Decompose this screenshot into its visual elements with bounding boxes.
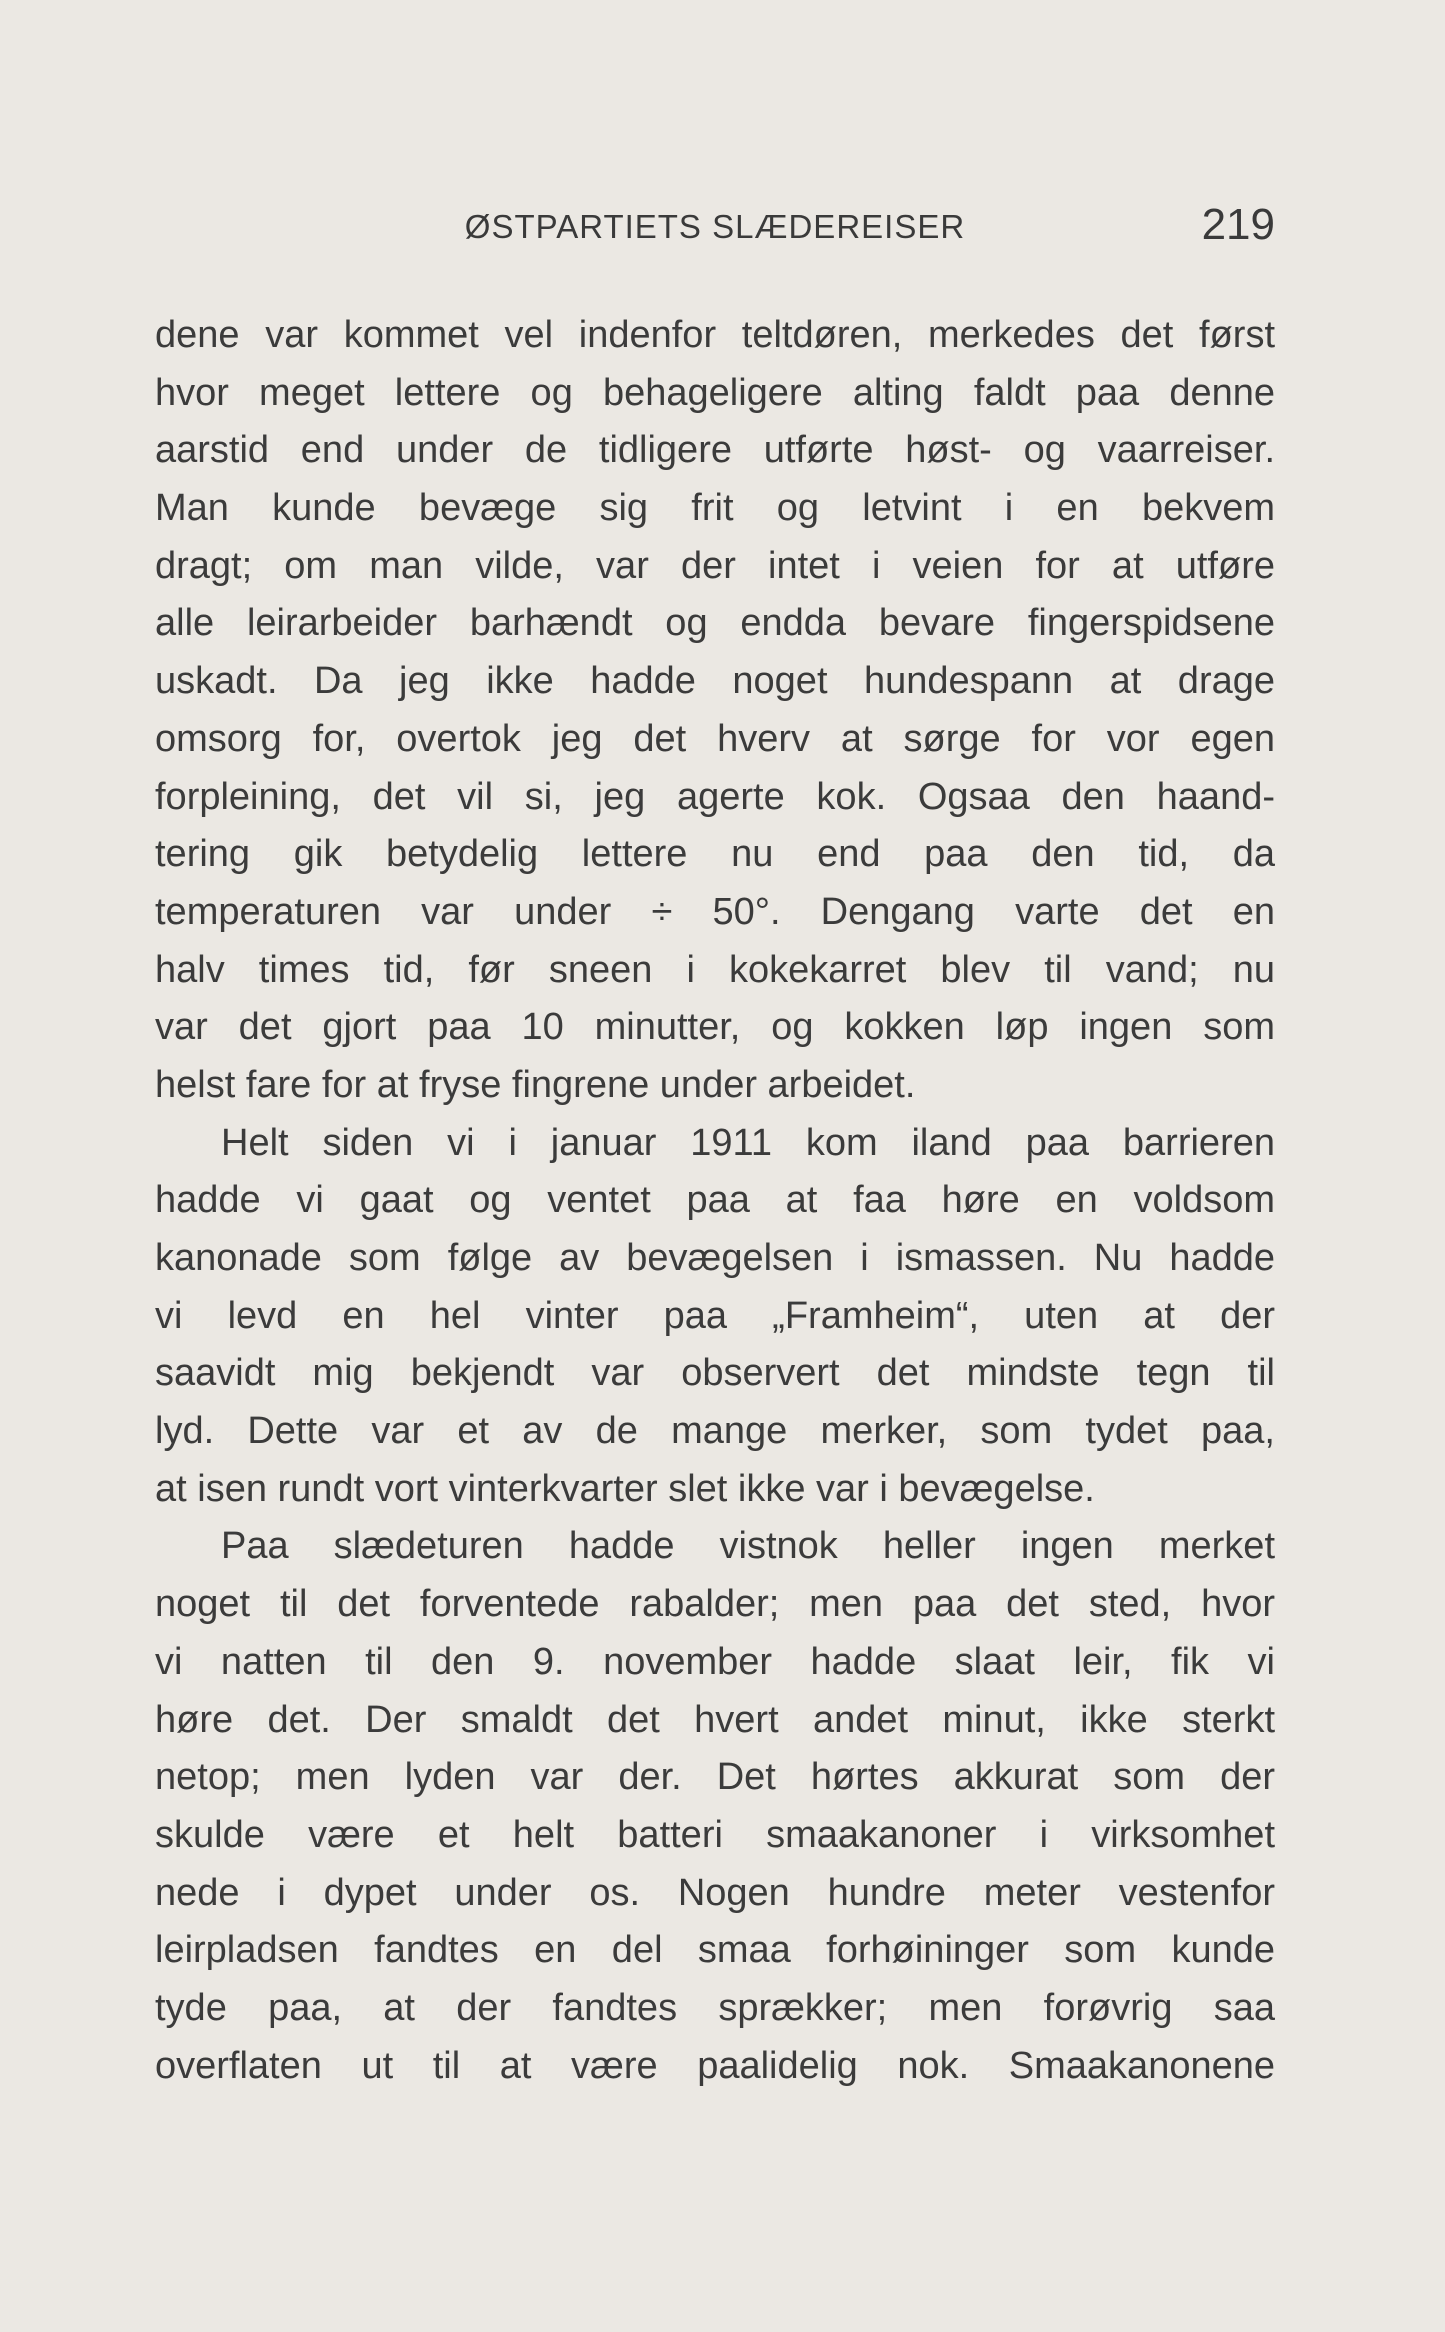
- page-number: 219: [1201, 200, 1275, 249]
- text-line: høre det. Der smaldt det hvert andet minut, ikke sterkt: [155, 1698, 1275, 1741]
- text-line: hadde vi gaat og ventet paa at faa høre en voldsom: [155, 1179, 1275, 1222]
- text-line: temperaturen var under ÷ 50°. Dengang varte det en: [155, 890, 1275, 933]
- text-line: lyd. Dette var et av de mange merker, som tydet paa,: [155, 1410, 1275, 1453]
- text-line: tering gik betydelig lettere nu end paa den tid, da: [155, 833, 1275, 876]
- body-text: [155, 307, 1275, 2095]
- text-line: netop; men lyden var der. Det hørtes akkurat som der: [155, 1756, 1275, 1799]
- text-line: noget til det forventede rabalder; men paa det sted, hvor: [155, 1583, 1275, 1626]
- text-line: omsorg for, overtok jeg det hverv at sørge for vor egen: [155, 717, 1275, 760]
- text-line: leirpladsen fandtes en del smaa forhøininger som kunde: [155, 1929, 1275, 1972]
- text-line: dene var kommet vel indenfor teltdøren, merkedes det først: [155, 314, 1275, 356]
- text-line: Helt siden vi i januar 1911 kom iland paa barrieren: [221, 1121, 1275, 1164]
- text-line: Paa slædeturen hadde vistnok heller ingen merket: [221, 1525, 1275, 1568]
- running-head: [155, 200, 1275, 260]
- text-line: Man kunde bevæge sig frit og letvint i en bekvem: [155, 487, 1275, 530]
- text-line: dragt; om man vilde, var der intet i veien for at utføre: [155, 544, 1275, 587]
- running-title: ØSTPARTIETS SLÆDEREISER: [464, 208, 966, 245]
- text-line: overflaten ut til at være paalidelig nok. Smaakanonene: [155, 2044, 1275, 2087]
- text-line: halv times tid, før sneen i kokekarret blev til vand; nu: [155, 948, 1275, 991]
- text-line: at isen rundt vort vinterkvarter slet ikke var i bevægelse.: [155, 1467, 1095, 1510]
- text-line: vi levd en hel vinter paa „Framheim“, uten at der: [155, 1294, 1275, 1337]
- text-line: aarstid end under de tidligere utførte høst- og vaarreiser.: [155, 429, 1275, 472]
- text-line: vi natten til den 9. november hadde slaat leir, fik vi: [155, 1640, 1275, 1683]
- text-line: kanonade som følge av bevægelsen i ismassen. Nu hadde: [155, 1237, 1275, 1279]
- text-line: hvor meget lettere og behageligere alting faldt paa denne: [155, 371, 1275, 414]
- text-line: skulde være et helt batteri smaakanoner i virksomhet: [155, 1813, 1275, 1856]
- text-line: tyde paa, at der fandtes sprækker; men forøvrig saa: [155, 1986, 1275, 2029]
- text-line: uskadt. Da jeg ikke hadde noget hundespann at drage: [155, 660, 1275, 703]
- text-line: saavidt mig bekjendt var observert det mindste tegn til: [155, 1352, 1275, 1395]
- text-line: var det gjort paa 10 minutter, og kokken løp ingen som: [155, 1006, 1275, 1049]
- text-line: forpleining, det vil si, jeg agerte kok. Ogsaa den haand-: [155, 775, 1275, 818]
- text-line: nede i dypet under os. Nogen hundre meter vestenfor: [155, 1871, 1275, 1914]
- text-line: helst fare for at fryse fingrene under arbeidet.: [155, 1063, 916, 1106]
- text-line: alle leirarbeider barhændt og endda bevare fingerspidsene: [155, 602, 1275, 645]
